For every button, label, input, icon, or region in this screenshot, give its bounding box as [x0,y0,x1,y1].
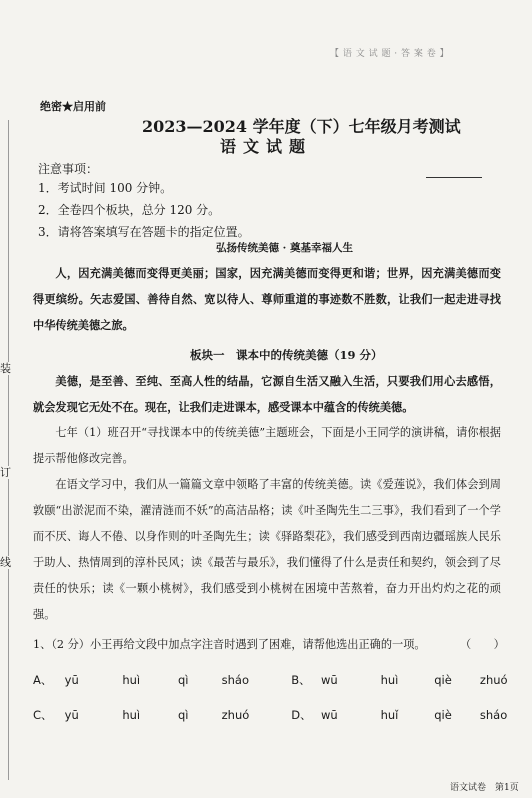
option-a-letter[interactable]: A、 [33,673,53,687]
question1-stem: 1、（2 分）小王再给文段中加点字注音时遇到了困难，请帮他选出正确的一项。 [33,638,426,651]
note-item: 1．考试时间 100 分钟。 [38,181,173,195]
option-a-pinyin: qì [177,673,189,687]
binding-char-zhuang: 装 [0,362,11,375]
option-d-pinyin: wū [320,708,338,722]
option-d-letter[interactable]: D、 [291,708,312,722]
binding-line [8,120,9,780]
dash-mark [426,177,482,178]
header-stamp: 【 语 文 试 题 · 答 案 卷 】 [330,49,450,59]
exam-title: 2023—2024 学年度（下）七年级月考测试 [142,117,461,136]
option-b-pinyin: wū [320,673,338,687]
option-d-pinyin: qiè [434,708,452,722]
binding-char-xian: 线 [0,556,11,569]
option-row-cd [33,707,507,723]
exam-subtitle: 语文试题 [220,137,313,156]
block1-title: 板块一 课本中的传统美德（19 分） [190,348,383,362]
option-a-pinyin: sháo [221,673,249,687]
option-d-pinyin: sháo [479,708,508,722]
option-c-pinyin: huì [122,708,141,722]
note-item: 3．请将答案填写在答题卡的指定位置。 [38,225,250,239]
notes-heading: 注意事项： [38,162,99,176]
option-a-pinyin: huì [122,673,141,687]
page-footer: 语文试卷 第1页 [450,783,519,793]
option-c-pinyin: qì [177,708,189,722]
option-b-pinyin: zhuó [479,673,508,687]
option-row-ab [33,672,508,688]
theme-intro: 人，因充满美德而变得更美丽；国家，因充满美德而变得更和谐；世界，因充满美德而变得更缤纷。矢志爱国、善待自然、宽以待人、尊师重道的事迹数不胜数，让我们一起走进寻找中华传统美德之旅。 [33,266,501,332]
answer-paren[interactable]: （ ） [460,638,505,651]
confidential-label: 绝密★启用前 [40,100,106,113]
option-c-pinyin: zhuó [221,708,250,722]
block1-intro: 美德，是至善、至纯、至高人性的结晶，它源自生活又融入生活，只要我们用心去感悟，就会发现它无处不在。现在，让我们走进课本，感受课本中蕴含的传统美德。 [33,374,501,414]
option-b-pinyin: qiè [434,673,452,687]
option-b-letter[interactable]: B、 [291,673,311,687]
option-c-pinyin: yū [64,708,79,722]
block1-speech: 在语文学习中，我们从一篇篇文章中领略了丰富的传统美德。读《爱莲说》，我们体会到周敦颐“出淤泥而不染，濯清涟而不妖”的高洁品格；读《叶圣陶先生二三事》，我们看到了一个学而不厌、诲人不倦、以身作则的叶圣陶先生；读《驿路梨花》，我们感受到西南边疆瑶族人民乐于助人、热情周到的淳朴民风；读《最苦与最乐》，我们懂得了什么是责任和契约，领会到了尽责任的快乐；读《一颗小桃树》，我们感受到小桃树在困境中苦熬着，奋力开出灼灼之花的顽强。 [33,478,501,621]
note-item: 2．全卷四个板块，总分 120 分。 [38,203,221,217]
option-d-pinyin: huǐ [380,708,399,722]
binding-char-ding: 订 [0,466,11,479]
theme-title: 弘扬传统美德 · 奠基幸福人生 [216,242,353,254]
option-c-letter[interactable]: C、 [33,708,53,722]
option-a-pinyin: yū [64,673,79,687]
block1-task: 七年（1）班召开“寻找课本中的传统美德”主题班会，下面是小王同学的演讲稿，请你根据提示帮他修改完善。 [33,426,501,465]
option-b-pinyin: huì [380,673,399,687]
